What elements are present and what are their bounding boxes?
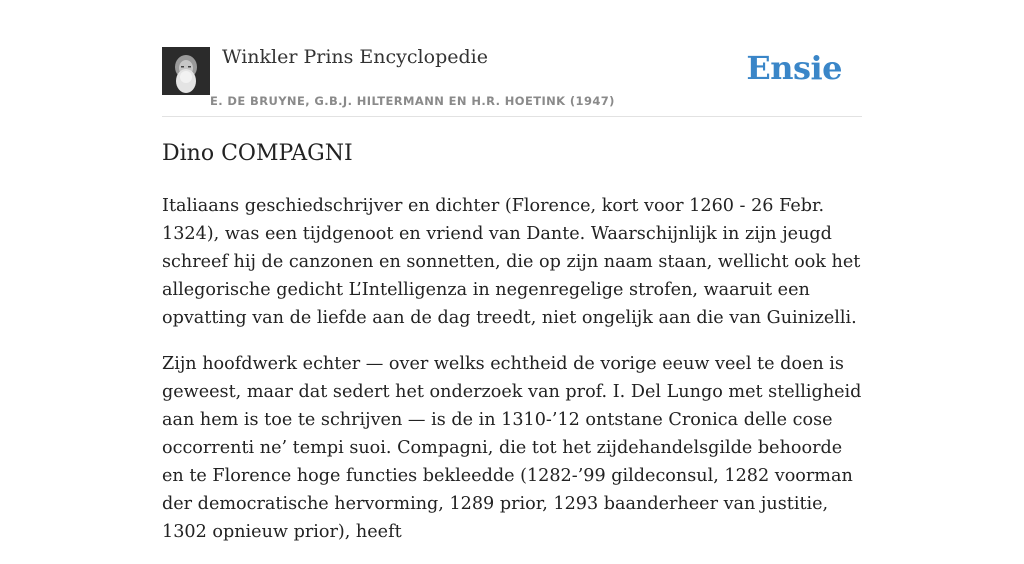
- article-title: Dino COMPAGNI: [162, 141, 353, 166]
- article-paragraph: Zijn hoofdwerk echter — over welks echtheid de vorige eeuw veel te doen is geweest, maar dat sedert het onderzoek van prof. I. Del Lungo met stelligheid aan hem is toe te schrijven — is de in 1310-’12 ontstane Cronica delle cose occorrenti ne’ tempi suoi. Compagni, die tot het zijdehandelsgilde behoorde en te Florence hoge functies bekleedde (1282-’99 gildeconsul, 1282 voorman der democratische hervorming, 1289 prior, 1293 baanderheer van justitie, 1302 opnieuw prior), heeft: [162, 354, 862, 542]
- page: [162, 0, 862, 542]
- article-paragraph: Italiaans geschiedschrijver en dichter (Florence, kort voor 1260 - 26 Febr. 1324), was een tijdgenoot en vriend van Dante. Waarschijnlijk in zijn jeugd schreef hij de canzonen en sonnetten, die op zijn naam staan, wellicht ook het allegorische gedicht L’Intelligenza in negenregelige strofen, waaruit een opvatting van de liefde aan de dag treedt, niet ongelijk aan die van Guinizelli.: [162, 196, 861, 328]
- site-name[interactable]: Winkler Prins Encyclopedie: [222, 46, 488, 68]
- ensie-logo[interactable]: Ensie: [746, 49, 842, 87]
- article-body: [162, 192, 862, 564]
- authors-line: E. DE BRUYNE, G.B.J. HILTERMANN EN H.R. HOETINK (1947): [210, 94, 615, 108]
- site-header: [162, 45, 862, 117]
- author-avatar[interactable]: [162, 47, 210, 95]
- portrait-image: [162, 47, 210, 95]
